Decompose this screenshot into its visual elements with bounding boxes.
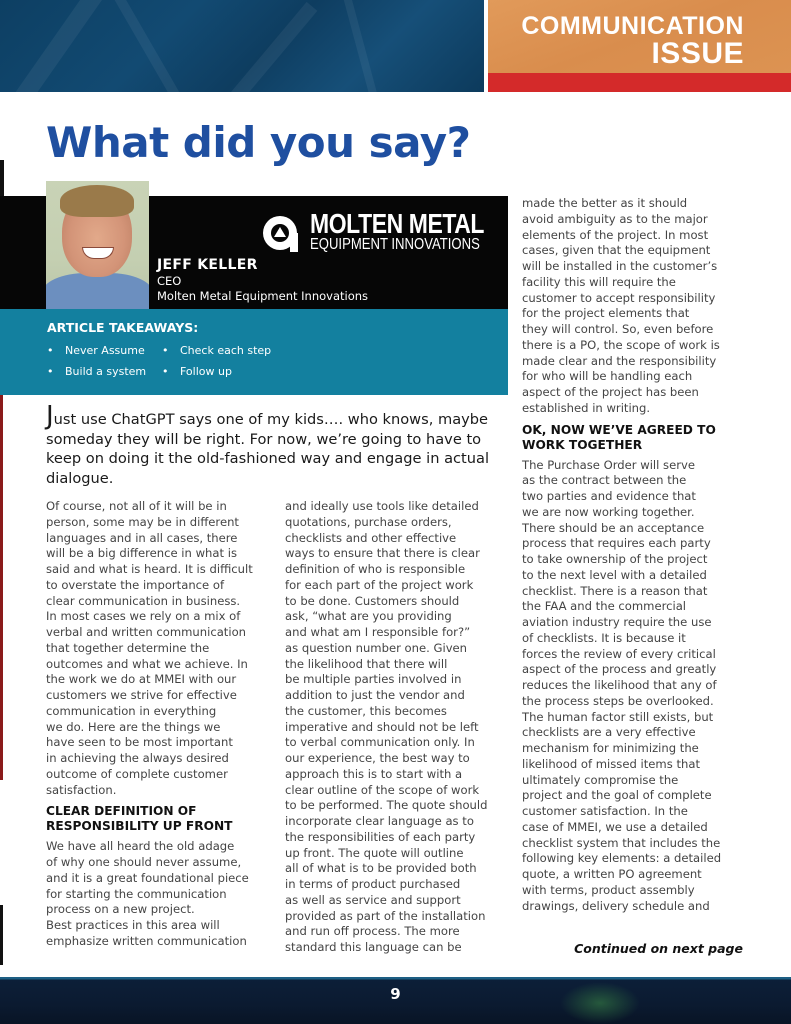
author-photo — [46, 181, 149, 312]
drop-cap: J — [46, 401, 54, 431]
left-edge-accent — [0, 160, 4, 196]
issue-label-line2: ISSUE — [651, 37, 744, 70]
left-edge-accent-bottom — [0, 905, 3, 965]
body-column-3 — [522, 196, 747, 914]
issue-label-line1: COMMUNICATION — [521, 12, 744, 40]
takeaway-item: • Check each step — [162, 344, 272, 357]
takeaway-item: • Build a system — [47, 365, 147, 378]
issue-banner-stripe — [488, 73, 791, 92]
page-number: 9 — [390, 985, 401, 1003]
issue-banner — [488, 0, 791, 73]
article-title: What did you say? — [46, 118, 471, 167]
section-heading: CLEAR DEFINITION OF RESPONSIBILITY UP FRONT — [46, 804, 233, 834]
author-name: JEFF KELLER — [157, 257, 258, 273]
intro-paragraph: Just use ChatGPT says one of my kids…. who knows, maybe someday they will be right. For now, we’re going to have to keep on doing it the old-fashioned way and engage in actual dialogue. — [46, 401, 490, 487]
section-heading: OK, NOW WE’VE AGREED TO WORK TOGETHER — [522, 422, 716, 452]
company-logo — [262, 208, 487, 254]
body-column-1 — [46, 499, 272, 950]
takeaway-item: • Never Assume — [47, 344, 145, 357]
bullet-icon: • — [47, 365, 54, 378]
header-banner-image — [0, 0, 484, 92]
continued-link[interactable]: Continued on next page — [574, 941, 743, 956]
logo-text-line1: MOLTEN METAL — [310, 208, 485, 239]
takeaway-item: • Follow up — [162, 365, 232, 378]
takeaways-heading: ARTICLE TAKEAWAYS: — [47, 320, 199, 335]
author-title: CEO — [157, 274, 182, 288]
body-column-2 — [285, 499, 511, 956]
body-paragraph: Of course, not all of it will be in person, some may be in different languages and in all cases, there will be a big difference in what is said and what is heard. It is difficult to overstate the importance of clear communication in business. In most cases we rely on a mix of verbal and written communication that together determine the outcomes and what we achieve. In the work we do at MMEI with our customers we strive for effective communication in everything we do. Here are the things we have seen to be most important in achieving the always desired outcome of complete customer satisfaction. — [46, 499, 253, 797]
bullet-icon: • — [162, 365, 169, 378]
logo-mark-icon — [262, 214, 300, 252]
bullet-icon: • — [162, 344, 169, 357]
body-paragraph: made the better as it should avoid ambiguity as to the major elements of the project. In most cases, given that the equipment will be installed in the customer’s facility this will require the customer to accept responsibility for the project elements that they will control. So, even before there is a PO, the scope of work is made clear and the responsibility for who will be handling each aspect of the project has been established in writing. — [522, 196, 720, 415]
logo-text-line2: EQUIPMENT INNOVATIONS — [310, 236, 480, 253]
body-paragraph: We have all heard the old adage of why one should never assume, and it is a great foundational piece for starting the communication process on a new project. Best practices in this area will emphasize written communication — [46, 839, 249, 948]
body-paragraph: The Purchase Order will serve as the contract between the two parties and evidence that we are now working together. There should be an acceptance process that requires each party to take ownership of the project to the next level with a detailed checklist. There is a reason that the FAA and the commercial aviation industry require the use of checklists. It is because it forces the review of every critical aspect of the process and greatly reduces the likelihood that any of the process steps be overlooked. The human factor still exists, but checklists are a very effective mechanism for minimizing the likelihood of missed items that ultimately compromise the project and the goal of complete customer satisfaction. In the case of MMEI, we use a detailed checklist system that includes the following key elements: a detailed quote, a written PO agreement with terms, product assembly drawings, delivery schedule and — [522, 457, 722, 913]
author-organization: Molten Metal Equipment Innovations — [157, 289, 369, 303]
bullet-icon: • — [47, 344, 54, 357]
body-paragraph: and ideally use tools like detailed quotations, purchase orders, checklists and other effective ways to ensure that there is clear definition of who is responsible for each part of the project work to be done. Customers should ask, “what are you providing and what am I responsible for?” as question number one. Given the likelihood that there will be multiple parties involved in addition to just the vendor and the customer, this becomes imperative and should not be left to verbal communication only. In our experience, the best way to approach this is to start with a clear outline of the scope of work to be performed. The quote should incorporate clear language as to the responsibilities of each party up front. The quote will outline all of what is to be provided both in terms of product purchased as well as service and support provided as part of the installation and run off process. The more standard this language can be — [285, 499, 488, 954]
